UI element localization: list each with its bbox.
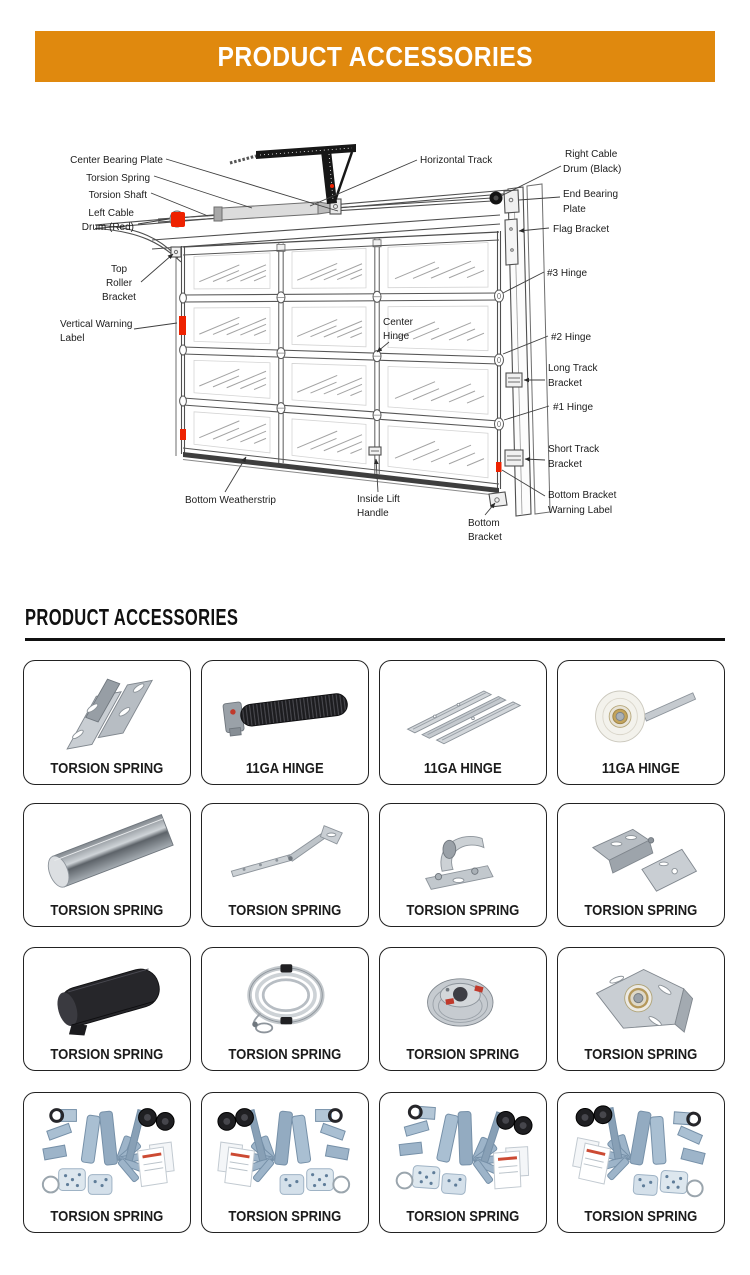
product-label: TORSION SPRING: [584, 1208, 698, 1225]
diagram-label-center-hinge: Center: [383, 317, 414, 328]
product-image-roller: [558, 661, 724, 760]
product-image-cable-drum: [380, 948, 546, 1046]
section-title: PRODUCT ACCESSORIES: [25, 604, 239, 630]
long-track-bracket: [506, 373, 522, 387]
product-label: TORSION SPRING: [584, 902, 698, 919]
diagram-label-torsion-spring: Torsion Spring: [86, 173, 150, 184]
product-card: [201, 803, 369, 927]
diagram-label-torsion-shaft: Torsion Shaft: [88, 190, 147, 201]
diagram-label-bottom-bracket: Bottom: [468, 518, 500, 529]
svg-text:Warning Label: Warning Label: [548, 505, 613, 516]
product-image-hardware-kit: [380, 1093, 546, 1208]
top-roller-bracket: [171, 247, 181, 257]
product-card: [557, 1092, 725, 1233]
opener-rail: [256, 144, 356, 159]
garage-door-diagram: [0, 125, 750, 570]
svg-text:Handle: Handle: [357, 508, 389, 519]
product-image-hardware-kit: [558, 1093, 724, 1208]
product-label: TORSION SPRING: [406, 902, 520, 919]
product-image-rubber-seal: [24, 948, 190, 1046]
product-image-steel-struts: [380, 661, 546, 760]
svg-text:Plate: Plate: [563, 204, 586, 215]
product-card: [379, 660, 547, 785]
svg-text:Hinge: Hinge: [383, 331, 410, 342]
product-image-hinge-plate: [24, 661, 190, 760]
svg-text:Bracket: Bracket: [548, 378, 582, 389]
product-image-opener-arm: [202, 804, 368, 902]
product-image-hardware-kit: [24, 1093, 190, 1208]
diagram-label-right-cable-drum: Right Cable: [565, 149, 618, 160]
product-label: TORSION SPRING: [50, 1046, 164, 1063]
bottom-bracket: [489, 492, 507, 507]
flag-bracket: [505, 219, 518, 265]
product-card: [23, 947, 191, 1071]
product-card: [23, 1092, 191, 1233]
svg-text:Bracket: Bracket: [102, 292, 136, 303]
diagram-label-bottom-weatherstrip: Bottom Weatherstrip: [185, 495, 276, 506]
diagram-label-inside-lift-handle: Inside Lift: [357, 494, 400, 505]
product-card: [557, 803, 725, 927]
product-card: [23, 803, 191, 927]
product-card: [557, 660, 725, 785]
product-label: TORSION SPRING: [228, 1046, 342, 1063]
product-card: [379, 803, 547, 927]
svg-text:Drum (Black): Drum (Black): [563, 164, 622, 175]
product-label: TORSION SPRING: [584, 1046, 698, 1063]
diagram-label-hinge-1: #1 Hinge: [553, 402, 594, 413]
svg-text:Drum (Red): Drum (Red): [81, 222, 134, 233]
product-image-cable-coil: [202, 948, 368, 1046]
product-card: [557, 947, 725, 1071]
product-label: 11GA HINGE: [602, 760, 680, 777]
product-label: TORSION SPRING: [50, 1208, 164, 1225]
product-label: TORSION SPRING: [228, 902, 342, 919]
product-label: TORSION SPRING: [50, 760, 164, 777]
short-track-bracket: [505, 450, 523, 466]
diagram-label-end-bearing-plate: End Bearing: [563, 189, 619, 200]
diagram-label-left-cable-drum: Left Cable: [88, 208, 134, 219]
product-label: TORSION SPRING: [50, 902, 164, 919]
product-card: [379, 947, 547, 1071]
product-image-black-torsion-spring: [202, 661, 368, 760]
product-label: 11GA HINGE: [246, 760, 324, 777]
product-image-corner-brackets: [558, 804, 724, 902]
product-label: TORSION SPRING: [406, 1046, 520, 1063]
product-image-bearing-plate: [558, 948, 724, 1046]
diagram-label-long-track-bracket: Long Track: [548, 363, 598, 374]
banner: [35, 31, 715, 82]
diagram-label-short-track-bracket: Short Track: [548, 444, 600, 455]
diagram-label-vertical-warning-label: Vertical Warning: [60, 319, 133, 330]
diagram-label-top-roller-bracket: Top: [110, 264, 128, 275]
product-label: TORSION SPRING: [228, 1208, 342, 1225]
diagram-label-hinge-2: #2 Hinge: [551, 332, 592, 343]
product-card: [201, 1092, 369, 1233]
product-image-torsion-shaft: [24, 804, 190, 902]
diagram-label-flag-bracket: Flag Bracket: [553, 224, 610, 235]
svg-text:Label: Label: [60, 333, 85, 344]
diagram-label-center-bearing-plate: Center Bearing Plate: [70, 155, 163, 166]
product-card: [201, 660, 369, 785]
product-card: [379, 1092, 547, 1233]
svg-text:Bracket: Bracket: [468, 532, 502, 543]
door-structure: [180, 203, 504, 496]
product-card: [201, 947, 369, 1071]
product-label: 11GA HINGE: [424, 760, 502, 777]
section-divider: [25, 638, 725, 641]
product-card: [23, 660, 191, 785]
diagram-label-bottom-bracket-warning-label: Bottom Bracket: [548, 490, 617, 501]
diagram-label-horizontal-track: Horizontal Track: [420, 155, 493, 166]
banner-title: PRODUCT ACCESSORIES: [217, 40, 533, 72]
svg-text:Roller: Roller: [105, 278, 133, 289]
product-image-hardware-kit: [202, 1093, 368, 1208]
diagram-label-hinge-3: #3 Hinge: [547, 268, 588, 279]
svg-text:Bracket: Bracket: [548, 459, 582, 470]
product-label: TORSION SPRING: [406, 1208, 520, 1225]
product-image-bracket-carrier: [380, 804, 546, 902]
